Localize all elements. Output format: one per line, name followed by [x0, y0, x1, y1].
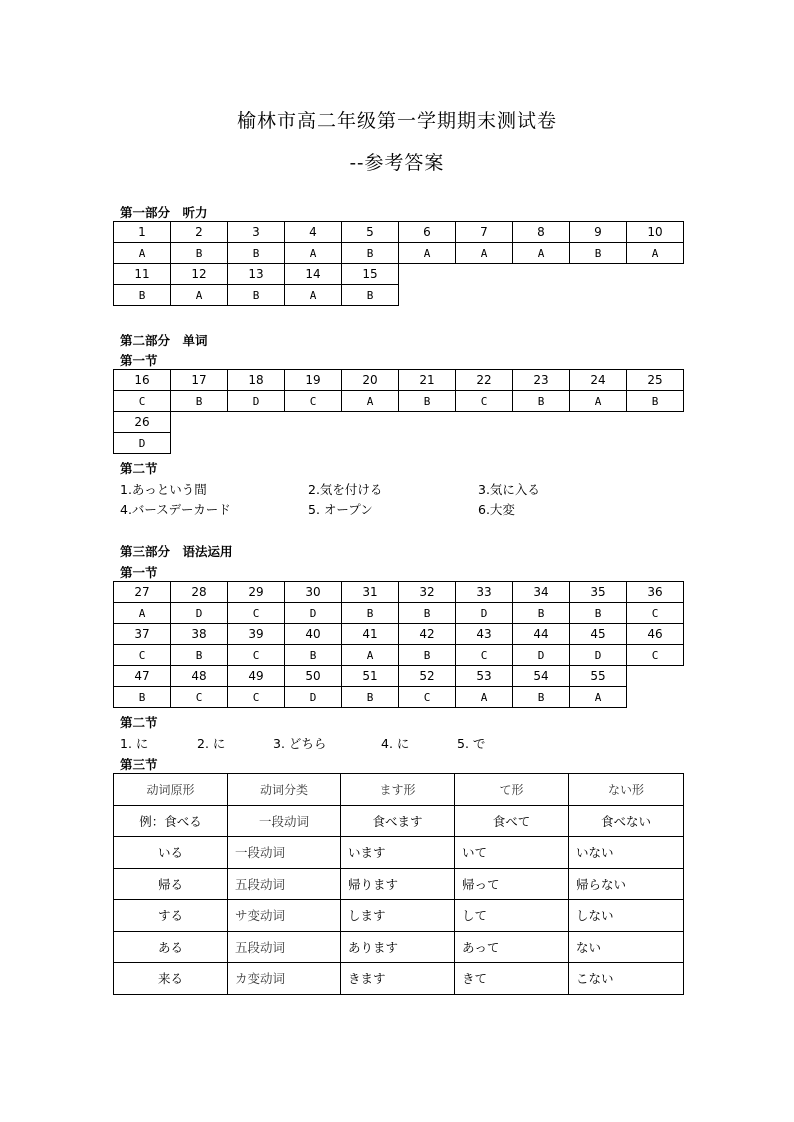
- header-base-form: 动词原形: [114, 774, 228, 806]
- answer-row: [114, 603, 684, 624]
- cell-te-form: あって: [455, 931, 569, 963]
- question-number-row: [114, 666, 684, 687]
- cell-masu-form: 帰ります: [341, 868, 455, 900]
- part1-table-body: [114, 222, 684, 306]
- cell-masu-form: います: [341, 837, 455, 869]
- cell-masu-form: あります: [341, 931, 455, 963]
- answer-cell: C: [627, 603, 684, 624]
- answer-cell: B: [513, 603, 570, 624]
- verb-table-row: [114, 963, 684, 995]
- question-number-cell: 46: [627, 624, 684, 645]
- empty-cell: [228, 433, 285, 454]
- answer-cell: B: [228, 243, 285, 264]
- answer-cell: D: [513, 645, 570, 666]
- question-number-cell: 31: [342, 582, 399, 603]
- question-number-cell: 28: [171, 582, 228, 603]
- cell-nai-form: こない: [569, 963, 684, 995]
- question-number-cell: 22: [456, 370, 513, 391]
- cell-nai-form: 食べない: [569, 805, 684, 837]
- vocab-item: 1.あっという間: [120, 482, 207, 497]
- question-number-cell: 27: [114, 582, 171, 603]
- question-number-cell: 9: [570, 222, 627, 243]
- question-number-cell: 23: [513, 370, 570, 391]
- cell-base-form: 帰る: [114, 868, 228, 900]
- empty-cell: [513, 264, 570, 285]
- answer-cell: B: [171, 645, 228, 666]
- part3-section1-heading: 第一节: [120, 565, 158, 580]
- answer-cell: A: [171, 285, 228, 306]
- verb-table-row: [114, 868, 684, 900]
- verb-table-row: [114, 805, 684, 837]
- question-number-cell: 39: [228, 624, 285, 645]
- answer-cell: B: [627, 391, 684, 412]
- answer-cell: A: [285, 243, 342, 264]
- verb-table-row: [114, 837, 684, 869]
- question-number-cell: 1: [114, 222, 171, 243]
- answer-cell: B: [342, 243, 399, 264]
- question-number-cell: 44: [513, 624, 570, 645]
- answer-cell: B: [285, 645, 342, 666]
- answer-cell: B: [114, 285, 171, 306]
- part2-table-body: [114, 370, 684, 454]
- empty-cell: [285, 433, 342, 454]
- cell-nai-form: ない: [569, 931, 684, 963]
- answer-cell: A: [342, 391, 399, 412]
- cell-te-form: いて: [455, 837, 569, 869]
- question-number-cell: 8: [513, 222, 570, 243]
- cell-verb-class: 五段动词: [228, 931, 341, 963]
- answer-cell: B: [570, 243, 627, 264]
- cell-te-form: して: [455, 900, 569, 932]
- question-number-cell: 14: [285, 264, 342, 285]
- answer-cell: D: [228, 391, 285, 412]
- answer-cell: D: [114, 433, 171, 454]
- verb-table-header-row: [114, 774, 684, 806]
- empty-cell: [627, 285, 684, 306]
- question-number-row: [114, 264, 684, 285]
- answer-cell: C: [285, 391, 342, 412]
- question-number-cell: 37: [114, 624, 171, 645]
- header-nai-form: ない形: [569, 774, 684, 806]
- empty-cell: [627, 264, 684, 285]
- question-number-cell: 12: [171, 264, 228, 285]
- question-number-row: [114, 370, 684, 391]
- question-number-row: [114, 222, 684, 243]
- empty-cell: [627, 412, 684, 433]
- answer-cell: C: [114, 645, 171, 666]
- cell-te-form: きて: [455, 963, 569, 995]
- cell-te-form: 食べて: [455, 805, 569, 837]
- cell-verb-class: 一段动词: [228, 805, 341, 837]
- answer-cell: A: [456, 243, 513, 264]
- grammar-item: 1. に: [120, 736, 149, 751]
- answer-cell: D: [285, 687, 342, 708]
- question-number-cell: 47: [114, 666, 171, 687]
- empty-cell: [171, 412, 228, 433]
- answer-row: [114, 243, 684, 264]
- grammar-item: 5. で: [457, 736, 486, 751]
- answer-cell: C: [456, 645, 513, 666]
- answer-cell: A: [570, 391, 627, 412]
- question-number-cell: 20: [342, 370, 399, 391]
- part1-answer-table: [113, 221, 684, 306]
- question-number-cell: 25: [627, 370, 684, 391]
- question-number-cell: 54: [513, 666, 570, 687]
- question-number-cell: 3: [228, 222, 285, 243]
- part3-section3-heading: 第三节: [120, 757, 158, 772]
- answer-cell: D: [456, 603, 513, 624]
- answer-cell: C: [228, 687, 285, 708]
- question-number-cell: 30: [285, 582, 342, 603]
- question-number-cell: 4: [285, 222, 342, 243]
- answer-cell: B: [171, 243, 228, 264]
- empty-cell: [399, 285, 456, 306]
- empty-cell: [627, 433, 684, 454]
- answer-cell: D: [570, 645, 627, 666]
- empty-cell: [627, 666, 684, 687]
- cell-te-form: 帰って: [455, 868, 569, 900]
- question-number-cell: 41: [342, 624, 399, 645]
- empty-cell: [456, 264, 513, 285]
- answer-row: [114, 285, 684, 306]
- grammar-item: 2. に: [197, 736, 226, 751]
- answer-cell: B: [399, 391, 456, 412]
- question-number-row: [114, 624, 684, 645]
- cell-base-form: 例：食べる: [114, 805, 228, 837]
- part2-heading: 第二部分 单词: [120, 333, 208, 348]
- page-subtitle: --参考答案: [349, 152, 445, 174]
- cell-nai-form: しない: [569, 900, 684, 932]
- question-number-cell: 55: [570, 666, 627, 687]
- empty-cell: [342, 433, 399, 454]
- question-number-cell: 52: [399, 666, 456, 687]
- verb-conjugation-table: [113, 773, 684, 995]
- answer-cell: D: [285, 603, 342, 624]
- answer-cell: C: [228, 603, 285, 624]
- empty-cell: [627, 687, 684, 708]
- part3-table-body: [114, 582, 684, 708]
- cell-verb-class: サ变动词: [228, 900, 341, 932]
- question-number-cell: 7: [456, 222, 513, 243]
- cell-base-form: する: [114, 900, 228, 932]
- answer-row: [114, 433, 684, 454]
- question-number-cell: 17: [171, 370, 228, 391]
- question-number-cell: 32: [399, 582, 456, 603]
- answer-row: [114, 687, 684, 708]
- question-number-cell: 53: [456, 666, 513, 687]
- answer-cell: A: [342, 645, 399, 666]
- question-number-cell: 2: [171, 222, 228, 243]
- answer-cell: C: [456, 391, 513, 412]
- cell-verb-class: 五段动词: [228, 868, 341, 900]
- answer-cell: D: [171, 603, 228, 624]
- answer-cell: B: [513, 391, 570, 412]
- question-number-cell: 34: [513, 582, 570, 603]
- empty-cell: [570, 433, 627, 454]
- empty-cell: [228, 412, 285, 433]
- answer-cell: C: [171, 687, 228, 708]
- cell-base-form: いる: [114, 837, 228, 869]
- empty-cell: [570, 264, 627, 285]
- answer-cell: B: [513, 687, 570, 708]
- answer-cell: B: [570, 603, 627, 624]
- header-verb-class: 动词分类: [228, 774, 341, 806]
- question-number-cell: 15: [342, 264, 399, 285]
- question-number-cell: 11: [114, 264, 171, 285]
- answer-cell: A: [456, 687, 513, 708]
- answer-cell: A: [399, 243, 456, 264]
- answer-cell: C: [114, 391, 171, 412]
- answer-cell: B: [114, 687, 171, 708]
- answer-row: [114, 391, 684, 412]
- answer-cell: A: [285, 285, 342, 306]
- answer-cell: A: [513, 243, 570, 264]
- answer-cell: B: [228, 285, 285, 306]
- answer-cell: B: [342, 285, 399, 306]
- question-number-cell: 16: [114, 370, 171, 391]
- question-number-cell: 21: [399, 370, 456, 391]
- question-number-cell: 18: [228, 370, 285, 391]
- cell-verb-class: 一段动词: [228, 837, 341, 869]
- answer-cell: C: [399, 687, 456, 708]
- part3-heading: 第三部分 语法运用: [120, 544, 233, 559]
- cell-base-form: 来る: [114, 963, 228, 995]
- answer-cell: A: [570, 687, 627, 708]
- answer-cell: C: [228, 645, 285, 666]
- question-number-cell: 48: [171, 666, 228, 687]
- question-number-row: [114, 582, 684, 603]
- empty-cell: [513, 433, 570, 454]
- question-number-cell: 6: [399, 222, 456, 243]
- empty-cell: [456, 433, 513, 454]
- header-te-form: て形: [455, 774, 569, 806]
- cell-nai-form: 帰らない: [569, 868, 684, 900]
- answer-cell: B: [399, 603, 456, 624]
- grammar-item: 4. に: [381, 736, 410, 751]
- question-number-cell: 13: [228, 264, 285, 285]
- question-number-cell: 42: [399, 624, 456, 645]
- empty-cell: [513, 412, 570, 433]
- cell-nai-form: いない: [569, 837, 684, 869]
- question-number-row: [114, 412, 684, 433]
- question-number-cell: 19: [285, 370, 342, 391]
- verb-table-row: [114, 931, 684, 963]
- empty-cell: [456, 285, 513, 306]
- empty-cell: [399, 264, 456, 285]
- cell-verb-class: カ变动词: [228, 963, 341, 995]
- part1-heading: 第一部分 听力: [120, 205, 208, 220]
- question-number-cell: 5: [342, 222, 399, 243]
- answer-cell: C: [627, 645, 684, 666]
- question-number-cell: 43: [456, 624, 513, 645]
- question-number-cell: 38: [171, 624, 228, 645]
- part3-section1-table: [113, 581, 684, 708]
- part2-section2-heading: 第二节: [120, 461, 158, 476]
- question-number-cell: 45: [570, 624, 627, 645]
- empty-cell: [513, 285, 570, 306]
- vocab-item: 2.気を付ける: [308, 482, 383, 497]
- vocab-item: 3.気に入る: [478, 482, 540, 497]
- cell-masu-form: きます: [341, 963, 455, 995]
- header-masu-form: ます形: [341, 774, 455, 806]
- answer-row: [114, 645, 684, 666]
- empty-cell: [285, 412, 342, 433]
- vocab-item: 6.大変: [478, 502, 515, 517]
- question-number-cell: 40: [285, 624, 342, 645]
- part2-section1-table: [113, 369, 684, 454]
- empty-cell: [570, 412, 627, 433]
- question-number-cell: 10: [627, 222, 684, 243]
- empty-cell: [570, 285, 627, 306]
- empty-cell: [342, 412, 399, 433]
- answer-cell: A: [114, 603, 171, 624]
- answer-cell: B: [171, 391, 228, 412]
- question-number-cell: 33: [456, 582, 513, 603]
- question-number-cell: 50: [285, 666, 342, 687]
- question-number-cell: 24: [570, 370, 627, 391]
- question-number-cell: 29: [228, 582, 285, 603]
- question-number-cell: 35: [570, 582, 627, 603]
- part2-section1-heading: 第一节: [120, 353, 158, 368]
- question-number-cell: 51: [342, 666, 399, 687]
- empty-cell: [171, 433, 228, 454]
- empty-cell: [399, 412, 456, 433]
- question-number-cell: 49: [228, 666, 285, 687]
- answer-cell: B: [399, 645, 456, 666]
- grammar-item: 3. どちら: [273, 736, 327, 751]
- cell-base-form: ある: [114, 931, 228, 963]
- empty-cell: [456, 412, 513, 433]
- vocab-item: 5. オープン: [308, 502, 373, 517]
- vocab-item: 4.バースデーカード: [120, 502, 231, 517]
- cell-masu-form: します: [341, 900, 455, 932]
- answer-cell: B: [342, 603, 399, 624]
- question-number-cell: 26: [114, 412, 171, 433]
- answer-cell: B: [342, 687, 399, 708]
- part3-section2-heading: 第二节: [120, 715, 158, 730]
- cell-masu-form: 食べます: [341, 805, 455, 837]
- question-number-cell: 36: [627, 582, 684, 603]
- answer-cell: A: [627, 243, 684, 264]
- verb-table-row: [114, 900, 684, 932]
- empty-cell: [399, 433, 456, 454]
- answer-cell: A: [114, 243, 171, 264]
- page-title: 榆林市高二年级第一学期期末测试卷: [236, 110, 557, 132]
